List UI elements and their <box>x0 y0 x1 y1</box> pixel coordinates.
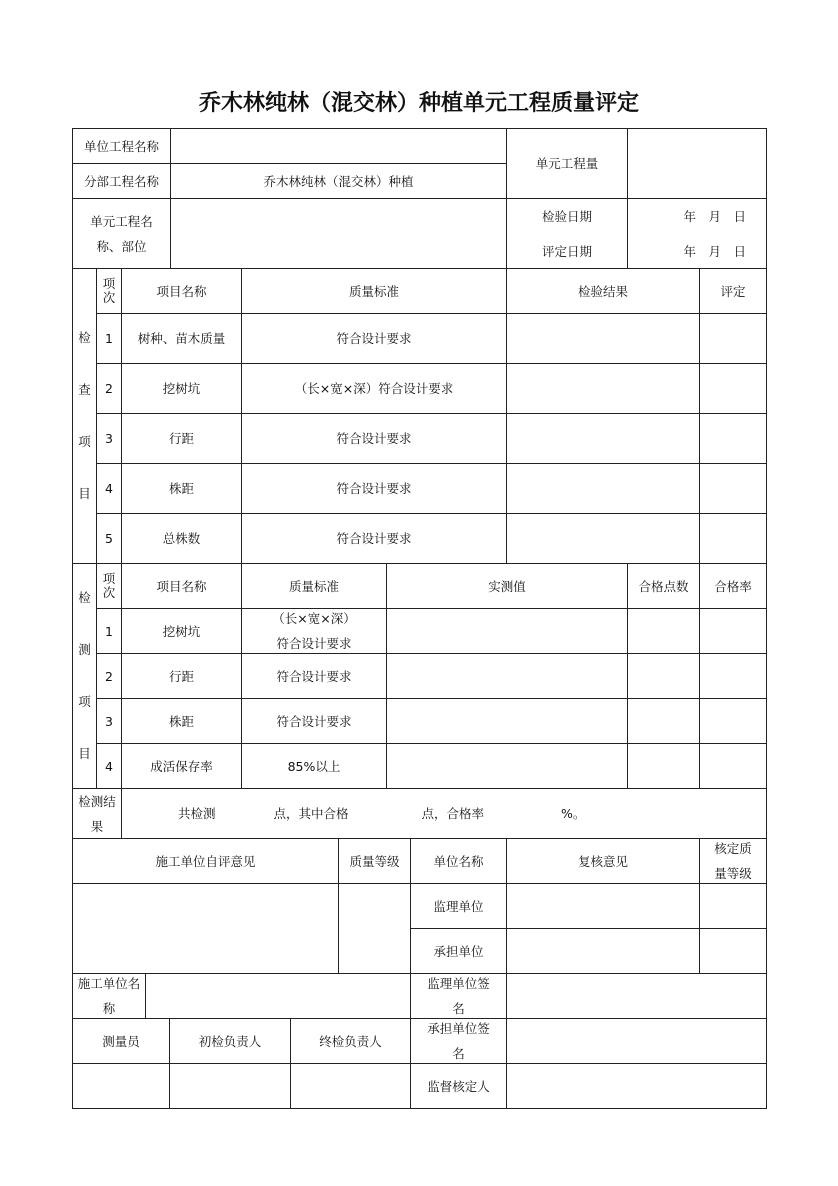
measure-row-no <box>96 743 122 789</box>
oversight-label <box>410 1063 507 1109</box>
check-row-result[interactable] <box>506 313 700 364</box>
element-quantity-label <box>506 128 628 199</box>
final-inspector-label <box>290 1018 411 1064</box>
col-measured-text: 实测值 <box>488 578 526 594</box>
review-label <box>506 838 700 884</box>
undertaker-unit-label-text: 承担单位 <box>433 943 484 959</box>
dates-value-cell[interactable] <box>627 198 767 269</box>
col-measured <box>386 563 628 609</box>
dates-label-cell <box>506 198 628 269</box>
contractor-name-field[interactable] <box>145 973 411 1019</box>
measure-row-pass-rate[interactable] <box>699 653 767 699</box>
quality-grade-label-text: 质量等级 <box>349 853 400 869</box>
check-row-standard <box>241 313 507 364</box>
measure-row-no <box>96 653 122 699</box>
result-text-2: 点，其中合格 <box>273 806 349 821</box>
check-row-rating[interactable] <box>699 463 767 514</box>
check-row-rating[interactable] <box>699 363 767 414</box>
measure-row-pass-points[interactable] <box>627 653 700 699</box>
page-title: 乔木林纯林（混交林）种植单元工程质量评定 <box>198 90 639 116</box>
supervisor-grade-field[interactable] <box>699 883 767 929</box>
col-no-text: 项次 <box>102 276 116 305</box>
check-row-result[interactable] <box>506 463 700 514</box>
supervisor-review-field[interactable] <box>506 883 700 929</box>
check-row-standard-text: 符合设计要求 <box>336 531 412 546</box>
measure-items-label <box>72 563 97 789</box>
sub-project-field[interactable] <box>170 163 507 199</box>
check-row-rating[interactable] <box>699 513 767 564</box>
col-standard <box>241 563 387 609</box>
measure-row-pass-rate[interactable] <box>699 698 767 744</box>
unit-project-field[interactable] <box>170 128 507 164</box>
check-row-name <box>121 463 242 514</box>
measure-row-name-text: 成活保存率 <box>150 758 213 774</box>
measure-row-standard <box>241 698 387 744</box>
measure-row-name-text: 株距 <box>168 713 194 729</box>
measure-row-value[interactable] <box>386 743 628 789</box>
measure-row-pass-points[interactable] <box>627 698 700 744</box>
measure-row-standard-text: 85%以上 <box>287 758 341 774</box>
measure-row-no-text: 2 <box>105 668 113 684</box>
supervisor-unit-label <box>410 883 507 929</box>
measure-row-pass-rate[interactable] <box>699 743 767 789</box>
initial-inspector-label-text: 初检负责人 <box>198 1033 262 1049</box>
check-row-no <box>96 313 122 364</box>
surveyor-field[interactable] <box>72 1063 170 1109</box>
measure-row-name-text: 行距 <box>168 668 194 684</box>
check-row-standard-text: （长×宽×深）符合设计要求 <box>294 381 454 396</box>
result-summary <box>121 788 767 839</box>
final-inspector-label-text: 终检负责人 <box>319 1033 382 1049</box>
check-row-name-text: 行距 <box>168 431 194 446</box>
element-quantity-label-text: 单元工程量 <box>535 156 599 171</box>
surveyor-label <box>72 1018 170 1064</box>
unit-project-label <box>72 128 171 164</box>
result-text-4: %。 <box>561 806 586 821</box>
check-row-result[interactable] <box>506 363 700 414</box>
unit-project-label-text: 单位工程名称 <box>83 138 159 154</box>
col-rating-text: 评定 <box>720 283 746 299</box>
check-row-rating[interactable] <box>699 413 767 464</box>
col-name <box>121 268 242 314</box>
measure-row-no <box>96 698 122 744</box>
check-row-standard-text: 符合设计要求 <box>336 481 412 496</box>
measure-row-value[interactable] <box>386 608 628 654</box>
check-row-no-text: 2 <box>105 381 113 396</box>
unit-name-label-text: 单位名称 <box>433 853 484 869</box>
col-standard-text: 质量标准 <box>288 578 339 594</box>
col-pass-rate <box>699 563 767 609</box>
measure-row-name-text: 挖树坑 <box>162 623 201 639</box>
measure-row-name <box>121 653 242 699</box>
undertaker-sign-label-text: 承担单位签名 <box>427 1021 490 1061</box>
col-result-text: 检验结果 <box>577 283 628 299</box>
check-row-result[interactable] <box>506 413 700 464</box>
oversight-field[interactable] <box>506 1063 767 1109</box>
approved-grade-label-text: 核定质量等级 <box>714 841 752 881</box>
col-name-text: 项目名称 <box>156 578 207 594</box>
supervisor-sign-label <box>410 973 507 1019</box>
check-row-no-text: 3 <box>105 431 113 446</box>
check-row-no <box>96 513 122 564</box>
element-name-label <box>72 198 171 269</box>
measure-row-standard-text: 符合设计要求 <box>276 668 352 684</box>
unit-name-label <box>410 838 507 884</box>
check-row-standard <box>241 413 507 464</box>
col-name-text: 项目名称 <box>156 283 207 299</box>
check-row-no-text: 5 <box>105 531 113 546</box>
col-pass-rate-text: 合格率 <box>714 578 752 594</box>
check-row-no <box>96 413 122 464</box>
undertaker-sign-field[interactable] <box>506 1018 767 1064</box>
element-name-label-text: 单元工程名称、部位 <box>90 213 153 254</box>
col-no <box>96 563 122 609</box>
check-row-name-text: 株距 <box>168 481 194 496</box>
evaluation-date-label: 评定日期 <box>541 243 592 259</box>
undertaker-unit-label <box>410 928 507 974</box>
approved-grade-label <box>699 838 767 884</box>
check-row-name-text: 总株数 <box>162 531 201 546</box>
check-row-name <box>121 413 242 464</box>
check-row-name <box>121 363 242 414</box>
check-row-standard-text: 符合设计要求 <box>336 431 412 446</box>
self-eval-label <box>72 838 339 884</box>
measure-row-name <box>121 743 242 789</box>
contractor-name-label <box>72 973 146 1019</box>
measure-row-no-text: 3 <box>105 713 113 729</box>
check-items-label <box>72 268 97 564</box>
col-pass-points-text: 合格点数 <box>638 578 689 594</box>
check-row-standard <box>241 463 507 514</box>
check-row-no <box>96 463 122 514</box>
oversight-label-text: 监督核定人 <box>427 1078 490 1094</box>
result-text-3: 点，合格率 <box>421 806 485 821</box>
contractor-name-label-text: 施工单位名称 <box>77 976 141 1016</box>
undertaker-review-field[interactable] <box>506 928 700 974</box>
measure-row-standard <box>241 653 387 699</box>
surveyor-label-text: 测量员 <box>102 1033 140 1049</box>
measure-items-label-text: 检测项目 <box>78 590 91 761</box>
initial-inspector-label <box>169 1018 291 1064</box>
supervisor-sign-label-text: 监理单位签名 <box>427 976 490 1016</box>
measure-row-no-text: 4 <box>105 758 113 774</box>
undertaker-sign-label <box>410 1018 507 1064</box>
col-name <box>121 563 242 609</box>
check-row-no-text: 4 <box>105 481 113 496</box>
measure-row-no-text: 1 <box>105 623 113 639</box>
measure-row-standard-text: 符合设计要求 <box>276 713 352 729</box>
measure-row-value[interactable] <box>386 698 628 744</box>
check-row-name <box>121 313 242 364</box>
sub-project-label-text: 分部工程名称 <box>83 173 159 189</box>
self-eval-field[interactable] <box>72 883 339 974</box>
final-inspector-field[interactable] <box>290 1063 411 1109</box>
measure-row-pass-rate[interactable] <box>699 608 767 654</box>
col-no <box>96 268 122 314</box>
col-rating <box>699 268 767 314</box>
review-label-text: 复核意见 <box>577 853 628 869</box>
check-row-no <box>96 363 122 414</box>
col-pass-points <box>627 563 700 609</box>
measure-row-name <box>121 608 242 654</box>
supervisor-unit-label-text: 监理单位 <box>433 898 484 914</box>
check-row-no-text: 1 <box>105 331 113 346</box>
result-label-text: 检测结果 <box>78 793 116 834</box>
check-row-result[interactable] <box>506 513 700 564</box>
check-row-name-text: 树种、苗木质量 <box>137 331 226 346</box>
result-text-1: 共检测 <box>178 806 216 821</box>
col-standard <box>241 268 507 314</box>
measure-row-value[interactable] <box>386 653 628 699</box>
col-result <box>506 268 700 314</box>
check-row-rating[interactable] <box>699 313 767 364</box>
result-label <box>72 788 122 839</box>
initial-inspector-field[interactable] <box>169 1063 291 1109</box>
check-row-standard <box>241 363 507 414</box>
sub-project-field-text: 乔木林纯林（混交林）种植 <box>263 173 414 189</box>
inspection-date-value[interactable]: 年 月 日 <box>683 208 746 224</box>
measure-row-standard <box>241 608 387 654</box>
undertaker-grade-field[interactable] <box>699 928 767 974</box>
check-row-name-text: 挖树坑 <box>162 381 201 396</box>
measure-row-no <box>96 608 122 654</box>
col-standard-text: 质量标准 <box>348 283 399 299</box>
inspection-date-label: 检验日期 <box>541 208 592 224</box>
evaluation-date-value[interactable]: 年 月 日 <box>683 243 746 259</box>
measure-row-name <box>121 698 242 744</box>
quality-grade-label <box>338 838 411 884</box>
quality-grade-field[interactable] <box>338 883 411 974</box>
measure-row-pass-points[interactable] <box>627 743 700 789</box>
measure-row-standard-text: （长×宽×深）符合设计要求 <box>272 611 356 651</box>
measure-row-standard <box>241 743 387 789</box>
sub-project-label <box>72 163 171 199</box>
check-row-standard <box>241 513 507 564</box>
check-items-label-text: 检查项目 <box>78 330 91 501</box>
col-no-text: 项次 <box>102 571 116 600</box>
check-row-standard-text: 符合设计要求 <box>336 331 412 346</box>
measure-row-pass-points[interactable] <box>627 608 700 654</box>
supervisor-sign-field[interactable] <box>506 973 767 1019</box>
element-quantity-field[interactable] <box>627 128 767 199</box>
check-row-name <box>121 513 242 564</box>
element-name-field[interactable] <box>170 198 507 269</box>
self-eval-label-text: 施工单位自评意见 <box>155 853 256 869</box>
